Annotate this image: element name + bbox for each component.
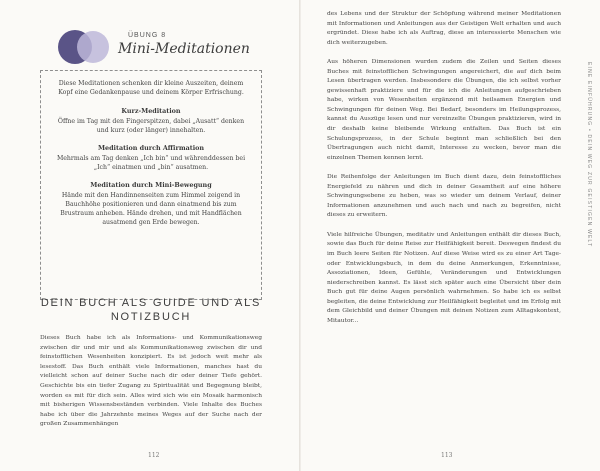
meditation-heading: Kurz-Meditation [121,107,181,115]
meditation-heading: Meditation durch Affirmation [97,144,205,152]
meditation-text: Öffne im Tag mit den Fingerspitzen, dabei „Ausatt“ denken und kurz (oder länger) innehalten. [57,118,245,134]
meditation-section [53,181,249,227]
exercise-header [58,28,258,66]
meditation-heading: Meditation durch Mini-Bewegung [90,181,212,189]
meditation-text: Hände mit den Handinnenseiten zum Himmel zeigend in Bauchhöhe positionieren und dann einatmend bis zum Brustraum anheben. Hände drehen, und mit Handflächen ausatmend gen Erde bewegen. [60,192,242,226]
book-gutter [299,0,301,471]
circles-logo-icon [58,30,106,64]
paragraph: Die Reihenfolge der Anleitungen im Buch dient dazu, dein feinstoffliches Energiefeld zu nähren und dich in deiner Gesamtheit auf eine höhere Schwingungsebene zu heben, was so wieder um deinem Verlauf, deiner Informationen anzunehmen und auch nach und nach zu begreifen, nicht dieses zu erweitern. [327,174,561,219]
meditation-section [53,107,249,135]
light-circle-icon [77,31,109,63]
page-number-left: 112 [148,452,160,459]
page-number-right: 113 [441,452,453,459]
meditation-text: Mehrmals am Tag denken „Ich bin“ und währenddessen bei „Ich“ einatmen und „bin“ ausatmen. [56,155,246,171]
running-header: EINE EINFÜHRUNG • DEIN WEG ZUR GEISTIGEN WELT [586,62,592,248]
exercise-title: Mini-Meditationen [118,41,250,57]
exercise-label: ÜBUNG 8 [128,32,167,39]
paragraph: Viele hilfreiche Übungen, meditativ und Anleitungen enthält dir dieses Buch, sowie das Buch für deine Reise zur Heilfähigkeit bereit. Deswegen findest du im Buch leere Seiten für Notizen. Auf diese Weise wird es zu einer Art Tage- oder Entwicklungsbuch, in dem du deine Anmerkungen, Erkenntnisse, Assoziationen, Ideen, Gefühle, Veränderungen und Entwicklungen niederschreiben kannst. Es lässt sich später auch eine Übersicht über dein Buch gut für deine Augen persönlich wahrnehmen. So habe ich es selbst begleiten, die deine Entwicklung zur Heilfähigkeit begleitet und im Erfolg mit dem Gleichbild und deiner Übungen mit deinen Notizen zum Alltagskontext, Mitautor... [327,231,561,324]
paragraph: Aus höheren Dimensionen wurden zudem die Zeilen und Seiten dieses Buches mit feinstofflichen Schwingungen angereichert, die auf dich beim Lesen übertragen werden. Insbesondere die Übungen, die ich selbst vorher gewissenhaft praktiziere und für die ich die Anleitungen aufgeschrieben habe, wirken von Wesenheiten ergänzend mit heilsamen Energien und Schwingungen für deinen Weg. Bei Bedarf, besonders im Heilungsprozess, kannst du Auszüge lesen und nur vereinzelte Übungen praktizieren, wird in dir deshalb keine bleibende Wirkung entfalten. Das Buch ist ein Schulungsprozess, in der Schule beginnt man schließlich bei den Übertragungen auch nicht damit, Interesse zu wecken, bevor man die einzelnen Themen kennen lernt. [327,59,561,161]
meditation-intro: Diese Meditationen schenken dir kleine Auszeiten, deinem Kopf eine Gedankenpause und deinem Körper Erfrischung. [58,80,244,96]
left-body-text: Dieses Buch habe ich als Informations- und Kommunikationsweg zwischen dir und mir und als Kommunikationsweg zwischen dir und feinstofflichen Wesenheiten konzipiert. Es ist jedoch weit mehr als lesestoff. Das Buch enthält viele Informationen, manches hast du vielleicht schon auf deiner Suche nach dir oder deiner Tiefe gehört. Geschichte bis ein tiefer Zugang zu Spiritualität und Begegnung bleibt, worden es mit für dich sein. Alles wird sich wie ein Mosaik harmonisch mit bisherigen Wissensbeständen verbinden. Viele Inhalte des Buches habe ich über die Jahrzehnte meines Weges auf der Suche nach der großen Zusammenhängen [40,335,262,428]
meditation-section [53,144,249,172]
paragraph: des Lebens und der Struktur der Schöpfung während meiner Meditationen mit Informationen und Anleitungen aus der Geistigen Welt erhalten und auch ergründet. Diese habe ich als Auftrag, diese an interessierte Menschen wie dich weiterzugeben. [327,11,561,46]
meditation-box [40,70,262,300]
right-body-text [327,10,561,336]
section-title: DEIN BUCH ALS GUIDE UND ALS NOTIZBUCH [40,297,262,323]
